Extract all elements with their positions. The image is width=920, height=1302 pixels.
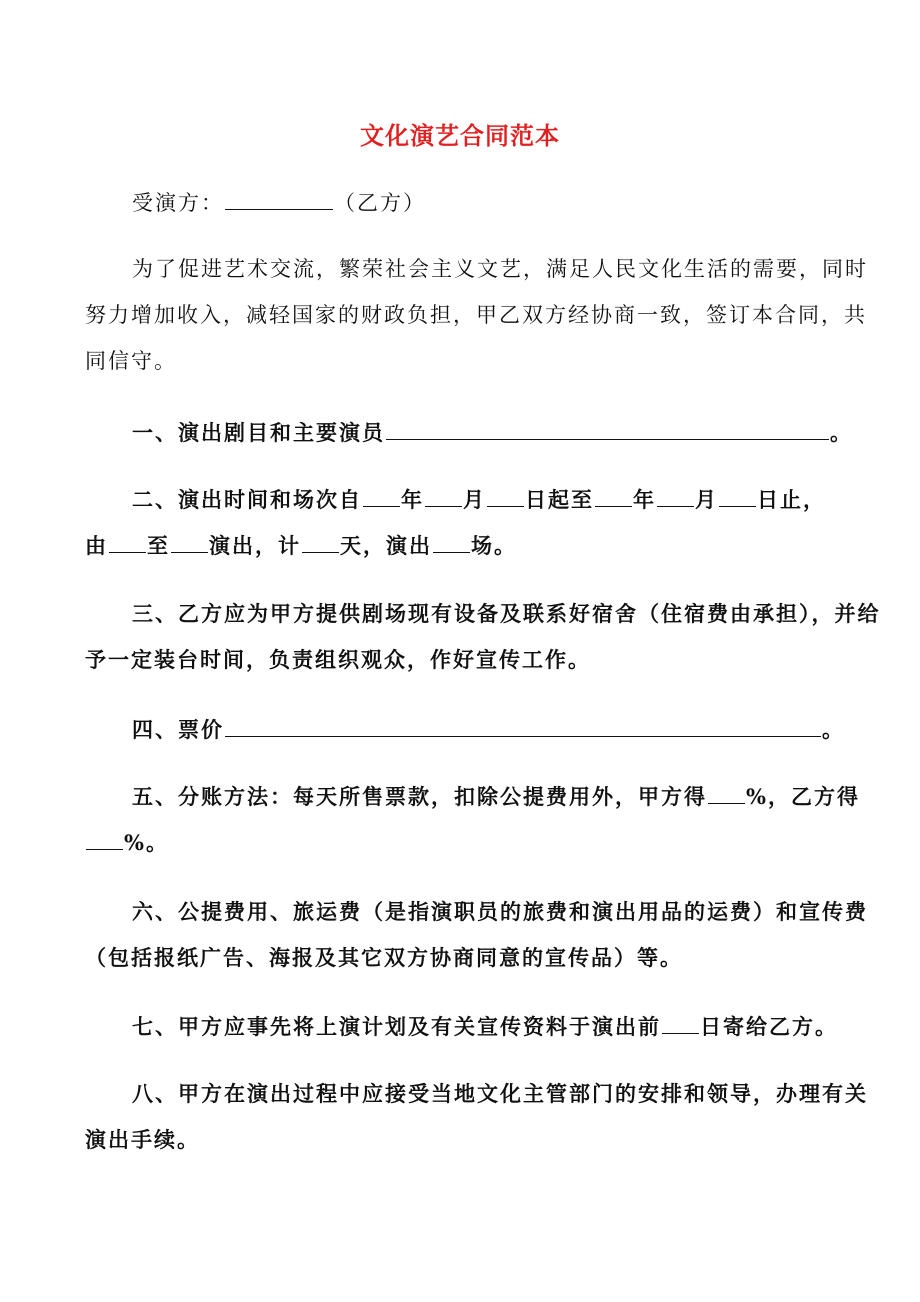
section-1-text: 一、演出剧目和主要演员	[132, 420, 385, 445]
section-8-line-2: 演出手续。	[85, 1127, 200, 1152]
intro-line-3: 同信守。	[85, 349, 177, 373]
start-year-blank[interactable]	[363, 484, 400, 507]
section-8	[85, 1071, 868, 1163]
end-day-blank[interactable]	[719, 484, 756, 507]
start-day-blank[interactable]	[487, 484, 524, 507]
day-from-label: 日起至	[525, 487, 594, 512]
section-5-text: 五、分账方法：每天所售票款，扣除公提费用外，甲方得	[132, 784, 707, 809]
perform-label: 演出，计	[209, 533, 301, 558]
intro-paragraph	[85, 246, 868, 384]
party-b-share-blank[interactable]	[86, 827, 123, 850]
end-month-blank[interactable]	[657, 484, 694, 507]
section-3	[85, 591, 881, 683]
section-6	[85, 889, 868, 981]
section-6-line-2: （包括报纸广告、海报及其它双方协商同意的宣传品）等。	[85, 945, 683, 970]
party-a-share-blank[interactable]	[708, 781, 745, 804]
section-3-line-2: 予一定装台时间，负责组织观众，作好宣传工作。	[85, 647, 591, 672]
day-until-label: 日止，	[757, 487, 826, 512]
party-b-label: 受演方：	[132, 191, 224, 215]
section-8-line-1: 八、甲方在演出过程中应接受当地文化主管部门的安排和领导，办理有关	[132, 1081, 868, 1106]
section-6-line-1: 六、公提费用、旅运费（是指演职员的旅费和演出用品的运费）和宣传费	[132, 899, 868, 924]
days-blank[interactable]	[302, 530, 339, 553]
start-month-blank[interactable]	[425, 484, 462, 507]
month-label: 月	[463, 487, 486, 512]
to-label: 至	[147, 533, 170, 558]
intro-line-1: 为了促进艺术交流，繁荣社会主义文艺，满足人民文化生活的需要，同时	[132, 257, 868, 281]
party-b-line	[85, 180, 831, 226]
end-year-blank[interactable]	[595, 484, 632, 507]
section-7-text: 七、甲方应事先将上演计划及有关宣传资料于演出前	[132, 1014, 661, 1039]
days-before-blank[interactable]	[662, 1011, 699, 1034]
section-2	[85, 477, 831, 569]
section-3-line-1: 三、乙方应为甲方提供剧场现有设备及联系好宿舍（住宿费由承担），并给	[132, 601, 881, 626]
month-label: 月	[695, 487, 718, 512]
section-4-end: 。	[822, 717, 845, 742]
party-b-blank[interactable]	[225, 188, 333, 210]
shows-label: 场。	[471, 533, 517, 558]
party-b-suffix: （乙方）	[334, 191, 426, 215]
section-7-end: 日寄给乙方。	[700, 1014, 838, 1039]
section-1-blank[interactable]	[386, 417, 829, 440]
section-4-text: 四、票价	[132, 717, 224, 742]
ticket-price-blank[interactable]	[225, 714, 821, 737]
year-label: 年	[633, 487, 656, 512]
section-2-text: 二、演出时间和场次自	[132, 487, 362, 512]
from-label: 由	[85, 533, 108, 558]
section-5	[85, 774, 860, 866]
days-label: 天，演出	[340, 533, 432, 558]
section-7	[85, 1004, 838, 1050]
section-1-end: 。	[830, 420, 853, 445]
shows-blank[interactable]	[433, 530, 470, 553]
section-1	[85, 410, 853, 456]
intro-line-2: 努力增加收入，减轻国家的财政负担，甲乙双方经协商一致，签订本合同，共	[85, 303, 867, 327]
section-4	[85, 707, 845, 753]
section-5-mid: %，乙方得	[746, 784, 860, 809]
section-5-end: %。	[124, 830, 169, 855]
year-label: 年	[401, 487, 424, 512]
document-title: 文化演艺合同范本	[360, 121, 560, 150]
to-blank[interactable]	[171, 530, 208, 553]
from-blank[interactable]	[109, 530, 146, 553]
